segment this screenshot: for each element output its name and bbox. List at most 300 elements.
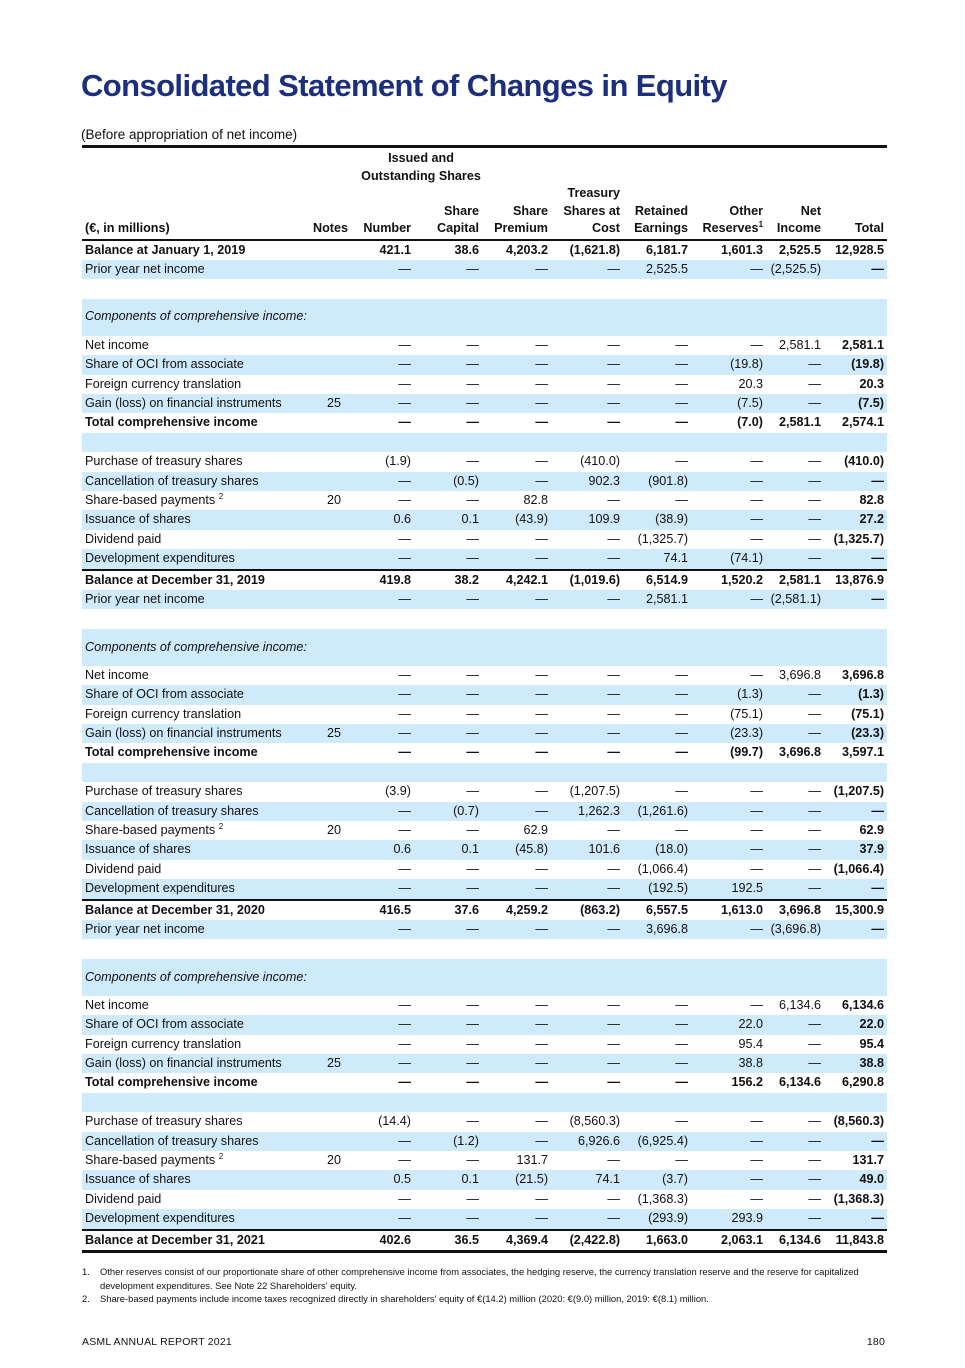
cell-number — [344, 433, 414, 452]
cell-share-premium: — — [482, 802, 551, 821]
cell-treasury-shares: (1,019.6) — [551, 570, 623, 590]
row-label: Total comprehensive income — [85, 415, 258, 430]
cell-number: 0.5 — [344, 1170, 414, 1189]
cell-retained-earnings: (3.7) — [623, 1170, 691, 1189]
cell-net-income: 2,581.1 — [766, 570, 824, 590]
table-row — [82, 1132, 887, 1151]
cell-treasury-shares — [551, 279, 623, 298]
table-row — [82, 685, 887, 704]
cell-treasury-shares: — — [551, 685, 623, 704]
cell-share-capital: 38.6 — [454, 242, 480, 257]
cell-total — [824, 299, 887, 336]
cell-retained-earnings: 2,581.1 — [623, 590, 691, 609]
table-row — [82, 860, 887, 879]
cell-other-reserves: 22.0 — [691, 1015, 766, 1034]
cell-total: 82.8 — [859, 492, 885, 507]
cell-share-capital — [414, 763, 482, 782]
cell-share-premium: — — [482, 1209, 551, 1229]
cell-notes — [310, 530, 344, 549]
cell-share-premium: 4,242.1 — [482, 570, 551, 590]
cell-number: 0.6 — [344, 840, 414, 859]
cell-other-reserves: 156.2 — [731, 1075, 764, 1090]
cell-total: — — [824, 879, 887, 899]
cell-notes — [310, 763, 344, 782]
header-retained: Retained Earnings — [623, 185, 691, 240]
cell-net-income: 2,581.1 — [778, 337, 822, 352]
cell-share-capital: — — [414, 1209, 482, 1229]
cell-total: — — [824, 472, 887, 491]
cell-treasury-shares: (2,422.8) — [551, 1230, 623, 1252]
cell-notes — [310, 840, 344, 859]
cell-share-capital: — — [414, 394, 482, 413]
table-row — [82, 491, 887, 510]
cell-share-capital: — — [466, 376, 480, 391]
cell-total: 131.7 — [852, 1153, 885, 1168]
spacer-row — [82, 433, 887, 452]
cell-share-capital: — — [466, 337, 480, 352]
header-issued-shares: Issued and Outstanding Shares — [361, 151, 481, 183]
cell-other-reserves — [691, 939, 766, 958]
cell-share-premium: — — [535, 1191, 549, 1206]
cell-retained-earnings: — — [675, 454, 689, 469]
cell-treasury-shares — [551, 939, 623, 958]
cell-share-capital: — — [466, 745, 480, 760]
cell-share-premium: 131.7 — [516, 1153, 549, 1168]
cell-number: — — [398, 1153, 411, 1168]
cell-notes — [310, 629, 344, 666]
row-label: Foreign currency translation — [85, 1036, 242, 1051]
cell-share-premium: 82.8 — [523, 492, 549, 507]
table-row — [82, 355, 887, 374]
cell-share-premium — [482, 629, 551, 666]
table-row — [82, 705, 887, 724]
cell-retained-earnings: — — [675, 1075, 689, 1090]
row-label — [82, 279, 310, 298]
row-label — [82, 433, 310, 452]
cell-other-reserves: — — [750, 997, 764, 1012]
cell-total: (1,207.5) — [833, 784, 885, 799]
cell-notes — [310, 279, 344, 298]
cell-net-income: — — [766, 472, 824, 491]
cell-share-premium: — — [535, 376, 549, 391]
cell-total: 22.0 — [824, 1015, 887, 1034]
cell-other-reserves — [691, 609, 766, 628]
row-label: Gain (loss) on financial instruments — [82, 394, 310, 413]
row-label: Net income — [85, 667, 149, 682]
cell-number: — — [344, 1015, 414, 1034]
cell-notes: 20 — [326, 492, 341, 507]
cell-net-income: — — [808, 531, 822, 546]
cell-total: 12,928.5 — [834, 242, 885, 257]
cell-net-income — [766, 279, 824, 298]
cell-other-reserves: — — [750, 337, 764, 352]
cell-share-capital: — — [414, 920, 482, 939]
cell-treasury-shares: — — [551, 724, 623, 743]
cell-other-reserves: — — [691, 920, 766, 939]
cell-share-capital: — — [466, 415, 480, 430]
cell-total: (410.0) — [844, 454, 885, 469]
cell-treasury-shares: 74.1 — [551, 1170, 623, 1189]
cell-number: (3.9) — [385, 784, 411, 799]
cell-number: — — [398, 997, 411, 1012]
cell-other-reserves — [691, 279, 766, 298]
cell-other-reserves: — — [691, 590, 766, 609]
cell-other-reserves: 1,601.3 — [720, 242, 764, 257]
cell-other-reserves: 1,613.0 — [691, 900, 766, 920]
cell-other-reserves: — — [691, 1132, 766, 1151]
cell-treasury-shares: — — [607, 531, 621, 546]
cell-total: (23.3) — [824, 724, 887, 743]
cell-treasury-shares: — — [607, 337, 621, 352]
footnote-number: 1. — [82, 1266, 90, 1278]
cell-notes: 20 — [326, 823, 341, 837]
cell-treasury-shares: — — [607, 823, 621, 837]
cell-net-income: 3,696.8 — [766, 900, 824, 920]
cell-total: 49.0 — [824, 1170, 887, 1189]
header-share-premium: Share Premium — [482, 185, 551, 240]
cell-total: (19.8) — [824, 355, 887, 374]
row-label: Total comprehensive income — [85, 1075, 258, 1090]
cell-number: — — [344, 549, 414, 569]
cell-share-capital: — — [466, 531, 480, 546]
cell-share-capital: — — [466, 823, 480, 837]
table-row — [82, 375, 887, 394]
row-label: Gain (loss) on financial instruments — [82, 724, 310, 743]
row-label: Purchase of treasury shares — [85, 1114, 243, 1129]
cell-other-reserves: — — [750, 492, 764, 507]
row-label: Development expenditures — [82, 1209, 310, 1229]
total-row — [82, 1073, 887, 1092]
cell-total: — — [824, 1209, 887, 1229]
cell-net-income: — — [808, 861, 822, 876]
cell-net-income: — — [766, 879, 824, 899]
content-flow — [82, 145, 887, 1368]
cell-notes — [310, 802, 344, 821]
row-label: Prior year net income — [82, 590, 310, 609]
cell-retained-earnings: — — [675, 415, 689, 430]
table-row — [82, 549, 887, 569]
table-row — [82, 666, 887, 685]
cell-retained-earnings: 6,514.9 — [623, 570, 691, 590]
cell-share-capital: 0.1 — [414, 840, 482, 859]
cell-total: 3,696.8 — [841, 667, 885, 682]
cell-notes — [310, 743, 344, 762]
cell-notes — [310, 609, 344, 628]
cell-other-reserves: 2,063.1 — [691, 1230, 766, 1252]
cell-notes — [310, 879, 344, 899]
spacer-row — [82, 1093, 887, 1112]
header-other: Other Reserves$^1$ — [691, 185, 766, 240]
row-label: Issuance of shares — [82, 510, 310, 529]
cell-net-income: — — [808, 784, 822, 799]
cell-share-capital — [414, 959, 482, 996]
cell-share-capital — [414, 609, 482, 628]
total-row — [82, 413, 887, 432]
cell-treasury-shares: — — [607, 997, 621, 1012]
row-label: Foreign currency translation — [85, 376, 242, 391]
cell-notes — [310, 1190, 344, 1209]
cell-number: — — [398, 1191, 411, 1206]
cell-treasury-shares — [551, 299, 623, 336]
cell-notes — [310, 705, 344, 724]
row-label: Share-based payments $^2$ — [85, 822, 224, 837]
cell-share-capital — [414, 299, 482, 336]
cell-treasury-shares: — — [607, 861, 621, 876]
cell-other-reserves: — — [750, 823, 764, 837]
row-label: Share of OCI from associate — [82, 685, 310, 704]
cell-total: 3,597.1 — [841, 745, 885, 760]
cell-other-reserves: (19.8) — [691, 355, 766, 374]
cell-other-reserves: (1.3) — [691, 685, 766, 704]
cell-net-income: (2,581.1) — [766, 590, 824, 609]
cell-retained-earnings — [623, 1093, 691, 1112]
cell-net-income: 2,525.5 — [778, 242, 822, 257]
cell-total: — — [824, 590, 887, 609]
cell-other-reserves: 293.9 — [691, 1209, 766, 1229]
cell-share-capital — [414, 433, 482, 452]
cell-treasury-shares: (8,560.3) — [569, 1114, 621, 1129]
cell-notes — [310, 570, 344, 590]
cell-other-reserves: 1,520.2 — [691, 570, 766, 590]
cell-treasury-shares: (410.0) — [580, 454, 621, 469]
cell-share-capital: — — [466, 454, 480, 469]
cell-total: 11,843.8 — [824, 1230, 887, 1252]
cell-retained-earnings: 3,696.8 — [623, 920, 691, 939]
footnote-text: Share-based payments include income taxes recognized directly in shareholders' equity of €(14.2) million (2020: €(9.0) million, 2019: €(8.1) million. — [100, 1293, 709, 1305]
cell-net-income — [766, 433, 824, 452]
page-footer — [82, 1336, 887, 1368]
cell-share-premium: — — [482, 1015, 551, 1034]
cell-net-income: — — [766, 1132, 824, 1151]
row-label — [82, 1093, 310, 1112]
cell-share-capital: 38.2 — [414, 570, 482, 590]
cell-net-income: 6,134.6 — [766, 1230, 824, 1252]
cell-retained-earnings — [623, 763, 691, 782]
table-row — [82, 394, 887, 413]
row-label: Foreign currency translation — [85, 706, 242, 721]
cell-share-premium — [482, 763, 551, 782]
cell-number: — — [398, 376, 411, 391]
cell-treasury-shares: — — [551, 1015, 623, 1034]
cell-number: — — [344, 724, 414, 743]
cell-share-capital: — — [414, 590, 482, 609]
cell-retained-earnings: — — [623, 394, 691, 413]
cell-net-income: — — [766, 724, 824, 743]
row-label: Gain (loss) on financial instruments — [82, 1054, 310, 1073]
cell-retained-earnings: (1,325.7) — [637, 531, 689, 546]
cell-net-income — [766, 959, 824, 996]
cell-other-reserves: 38.8 — [691, 1054, 766, 1073]
cell-net-income: — — [766, 355, 824, 374]
cell-net-income: — — [766, 1209, 824, 1229]
header-net-income: Net Income — [766, 185, 824, 240]
cell-retained-earnings — [623, 629, 691, 666]
cell-number — [344, 763, 414, 782]
cell-net-income: — — [766, 685, 824, 704]
cell-total: 62.9 — [859, 823, 885, 837]
row-label: Balance at December 31, 2021 — [82, 1230, 310, 1252]
cell-share-premium: — — [482, 724, 551, 743]
row-label: Issuance of shares — [82, 1170, 310, 1189]
cell-other-reserves: — — [750, 1114, 764, 1129]
cell-notes — [310, 666, 344, 685]
cell-number — [344, 959, 414, 996]
cell-number — [344, 629, 414, 666]
cell-other-reserves: — — [750, 1191, 764, 1206]
cell-retained-earnings: (38.9) — [623, 510, 691, 529]
cell-number — [344, 609, 414, 628]
balance-row — [82, 240, 887, 260]
cell-retained-earnings: — — [675, 376, 689, 391]
cell-net-income: — — [766, 840, 824, 859]
cell-retained-earnings: 74.1 — [623, 549, 691, 569]
cell-net-income: — — [766, 549, 824, 569]
header-share-capital: Share Capital — [414, 185, 482, 240]
section-row — [82, 299, 887, 336]
cell-share-premium: — — [535, 1114, 549, 1129]
cell-notes — [310, 1093, 344, 1112]
table-row — [82, 530, 887, 549]
cell-notes: 25 — [310, 724, 344, 743]
cell-share-premium: — — [482, 879, 551, 899]
cell-share-premium: — — [535, 706, 549, 721]
cell-notes — [310, 590, 344, 609]
cell-share-capital: — — [466, 492, 480, 507]
cell-net-income: (3,696.8) — [766, 920, 824, 939]
cell-share-capital — [414, 629, 482, 666]
cell-share-premium: — — [535, 784, 549, 799]
cell-notes — [310, 685, 344, 704]
cell-share-capital: — — [414, 260, 482, 279]
cell-share-premium: — — [535, 667, 549, 682]
row-label: Components of comprehensive income: — [82, 959, 310, 996]
cell-total: (1,325.7) — [833, 531, 885, 546]
cell-share-premium: 62.9 — [523, 823, 549, 837]
cell-net-income — [766, 609, 824, 628]
cell-number: — — [398, 823, 411, 837]
cell-retained-earnings: — — [675, 784, 689, 799]
cell-number: — — [344, 394, 414, 413]
row-label: Net income — [85, 337, 149, 352]
cell-share-capital: — — [466, 1075, 480, 1090]
row-label: Cancellation of treasury shares — [82, 1132, 310, 1151]
cell-net-income: — — [808, 492, 822, 507]
cell-other-reserves: — — [750, 454, 764, 469]
section-row — [82, 959, 887, 996]
table-row — [82, 452, 887, 471]
equity-table — [82, 148, 887, 1253]
row-label: Balance at January 1, 2019 — [85, 242, 246, 257]
cell-share-premium: — — [482, 1054, 551, 1073]
cell-share-premium: — — [535, 337, 549, 352]
cell-total: — — [824, 260, 887, 279]
cell-retained-earnings: — — [623, 724, 691, 743]
cell-treasury-shares: — — [551, 1209, 623, 1229]
header-total: Total — [824, 185, 887, 240]
cell-share-premium: (21.5) — [482, 1170, 551, 1189]
cell-other-reserves: — — [750, 667, 764, 682]
cell-retained-earnings: (1,066.4) — [637, 861, 689, 876]
cell-retained-earnings: — — [675, 337, 689, 352]
table-row — [82, 590, 887, 609]
row-label: Share of OCI from associate — [82, 1015, 310, 1034]
cell-net-income: — — [766, 394, 824, 413]
cell-notes — [310, 900, 344, 920]
cell-total: (1,368.3) — [833, 1191, 885, 1206]
cell-treasury-shares: — — [607, 1036, 621, 1051]
row-label: Share-based payments $^2$ — [85, 1152, 224, 1168]
cell-treasury-shares: — — [551, 879, 623, 899]
cell-share-premium — [482, 299, 551, 336]
cell-retained-earnings: — — [675, 667, 689, 682]
cell-other-reserves — [691, 299, 766, 336]
cell-notes — [310, 1015, 344, 1034]
cell-share-capital: — — [466, 1114, 480, 1129]
table-row — [82, 260, 887, 279]
cell-notes — [310, 1170, 344, 1189]
cell-retained-earnings: 6,181.7 — [645, 242, 689, 257]
cell-treasury-shares: — — [551, 920, 623, 939]
cell-total — [824, 763, 887, 782]
cell-retained-earnings — [623, 939, 691, 958]
cell-retained-earnings: — — [675, 1036, 689, 1051]
cell-retained-earnings: 1,663.0 — [623, 1230, 691, 1252]
cell-other-reserves — [691, 1093, 766, 1112]
cell-retained-earnings: — — [623, 685, 691, 704]
cell-number: 421.1 — [379, 242, 411, 257]
cell-share-capital: 37.6 — [414, 900, 482, 920]
cell-share-premium — [482, 433, 551, 452]
cell-share-premium — [482, 609, 551, 628]
table-row — [82, 1015, 887, 1034]
row-label: Total comprehensive income — [85, 745, 258, 760]
cell-net-income: 3,696.8 — [778, 667, 822, 682]
cell-share-premium: — — [482, 590, 551, 609]
cell-retained-earnings: (192.5) — [623, 879, 691, 899]
cell-notes — [310, 433, 344, 452]
cell-notes — [310, 1073, 344, 1092]
row-label: Share of OCI from associate — [82, 355, 310, 374]
table-body — [82, 240, 887, 1252]
cell-treasury-shares: 1,262.3 — [551, 802, 623, 821]
cell-treasury-shares — [551, 1093, 623, 1112]
cell-number: — — [398, 1036, 411, 1051]
cell-treasury-shares: 6,926.6 — [551, 1132, 623, 1151]
cell-net-income — [766, 1093, 824, 1112]
cell-number: — — [398, 861, 411, 876]
cell-share-capital: — — [466, 1153, 480, 1168]
cell-notes — [310, 413, 344, 432]
cell-treasury-shares: — — [607, 745, 621, 760]
cell-number: — — [344, 1132, 414, 1151]
cell-treasury-shares: 101.6 — [551, 840, 623, 859]
cell-other-reserves: (75.1) — [730, 706, 764, 721]
cell-retained-earnings — [623, 299, 691, 336]
cell-retained-earnings: (18.0) — [623, 840, 691, 859]
cell-total — [824, 939, 887, 958]
cell-treasury-shares: (1,621.8) — [569, 242, 621, 257]
cell-total: 15,300.9 — [824, 900, 887, 920]
cell-other-reserves: — — [691, 510, 766, 529]
cell-other-reserves: — — [691, 1170, 766, 1189]
cell-share-premium — [482, 1093, 551, 1112]
cell-number: — — [344, 685, 414, 704]
cell-notes — [310, 1112, 344, 1131]
row-label — [82, 939, 310, 958]
cell-share-capital: (0.7) — [414, 802, 482, 821]
cell-total: — — [824, 1132, 887, 1151]
cell-treasury-shares: (1,207.5) — [569, 784, 621, 799]
